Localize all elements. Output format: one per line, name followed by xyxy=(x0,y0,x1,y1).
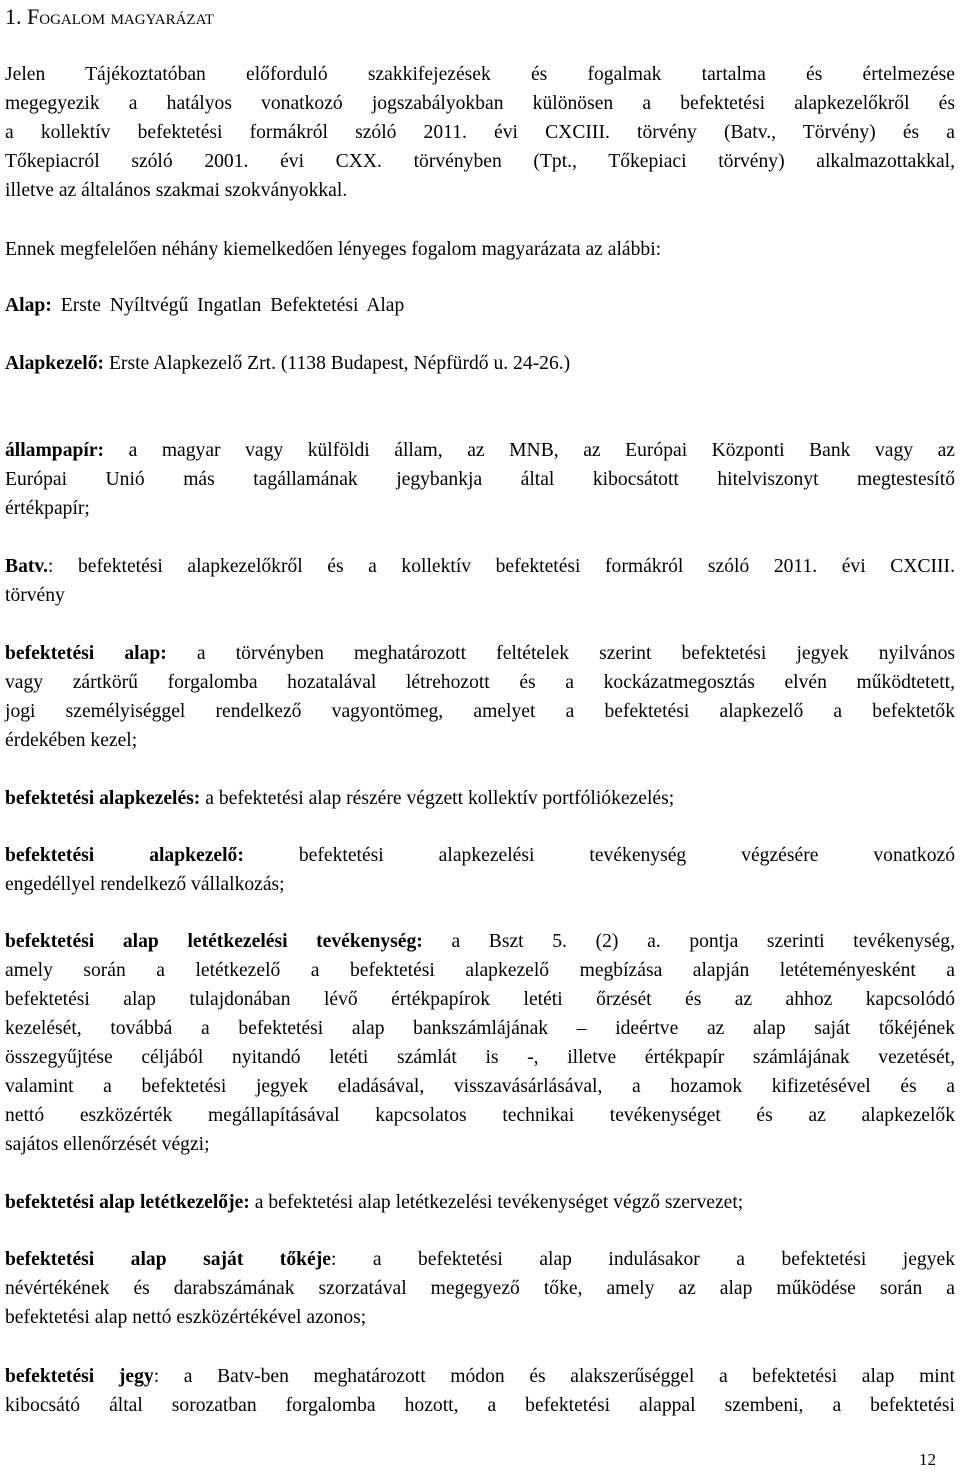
definition-term: Batv. xyxy=(5,556,49,577)
definition-term: befektetési alap letétkezelője: xyxy=(5,1192,250,1213)
section-title: Fogalom magyarázat xyxy=(27,4,214,29)
definition-letetkezelesi xyxy=(5,927,955,1159)
text-line: törvény xyxy=(5,585,65,606)
definition-alapkezelo xyxy=(5,841,955,899)
text-line: Jelen Tájékoztatóban előforduló szakkifejezések és fogalmak tartalma és értelmezése xyxy=(5,64,955,85)
definition-text: a törvényben meghatározott feltételek szerint befektetési jegyek nyilvános xyxy=(196,643,955,664)
text-line: névértékének és darabszámának szorzatával megegyező tőke, amely az alap működése során a xyxy=(5,1278,955,1299)
definition-alapkezeles xyxy=(5,784,955,813)
text-line xyxy=(5,927,955,956)
text-line: jogi személyiséggel rendelkező vagyontömeg, amelyet a befektetési alapkezelő a befektetők xyxy=(5,701,955,722)
definition-term: befektetési alapkezelés: xyxy=(5,788,201,809)
text-line: értékpapír; xyxy=(5,498,90,519)
text-line: vagy zártkörű forgalomba hozatalával létrehozott és a kockázatmegosztás elvén működtetett, xyxy=(5,672,955,693)
definition-text: a Bszt 5. (2) a. pontja szerinti tevékenység, xyxy=(451,931,955,952)
text-line: megegyezik a hatályos vonatkozó jogszabályokban különösen a befektetési alapkezelőkről és xyxy=(5,93,955,114)
definition-allampapir xyxy=(5,436,955,523)
text-line xyxy=(5,841,955,870)
text-line: érdekében kezel; xyxy=(5,730,138,751)
fund-line xyxy=(5,291,955,320)
text-line: kezelését, továbbá a befektetési alap bankszámlájának – ideértve az alap saját tőkéjének xyxy=(5,1018,955,1039)
definition-text: a befektetési alap részére végzett kollektív portfóliókezelés; xyxy=(205,788,675,809)
text-line: nettó eszközérték megállapításával kapcsolatos technikai tevékenységet és az alapkezelők xyxy=(5,1105,955,1126)
text-line: befektetési alap nettó eszközértékével azonos; xyxy=(5,1307,367,1328)
definition-text: befektetési alapkezelési tevékenység végzésére vonatkozó xyxy=(298,845,956,866)
text-line: a kollektív befektetési formákról szóló 2011. évi CXCIII. törvény (Batv., Törvény) és a xyxy=(5,122,955,143)
section-heading xyxy=(5,3,214,31)
definition-term: befektetési alap saját tőkéje xyxy=(5,1249,331,1270)
definition-letetkezeloje xyxy=(5,1188,955,1217)
definition-befektetesi-alap xyxy=(5,639,955,755)
text-line xyxy=(5,639,955,668)
fund-manager-text: Erste Alapkezelő Zrt. (1138 Budapest, Népfürdő u. 24-26.) xyxy=(108,353,571,374)
text-line: illetve az általános szakmai szokványokkal. xyxy=(5,180,348,201)
text-line: sajátos ellenőrzését végzi; xyxy=(5,1134,210,1155)
definition-jegy xyxy=(5,1362,955,1420)
intro-paragraph xyxy=(5,60,955,205)
text-line: amely során a letétkezelő a befektetési alapkezelő megbízása alapján letéteményesként a xyxy=(5,960,955,981)
definition-text: : befektetési alapkezelőkről és a kollektív befektetési formákról szóló 2011. évi CXCIII. xyxy=(48,556,955,577)
text-line xyxy=(5,1362,955,1391)
text-line: összegyűjtése céljából nyitandó letéti számlát is -, illetve értékpapír számlájának vezetését, xyxy=(5,1047,955,1068)
section-number: 1. xyxy=(5,4,22,29)
fund-manager-term: Alapkezelő: xyxy=(5,353,105,374)
definition-text: : a Batv-ben meghatározott módon és alakszerűséggel a befektetési alap mint xyxy=(153,1366,955,1387)
definition-sajat-tokeje xyxy=(5,1245,955,1332)
text-line: engedéllyel rendelkező vállalkozás; xyxy=(5,874,285,895)
text-line xyxy=(5,1245,955,1274)
fund-manager-line xyxy=(5,349,955,378)
page-number: 12 xyxy=(919,1450,936,1469)
text-line xyxy=(5,436,955,465)
text-line: valamint a befektetési jegyek eladásával, visszavásárlásával, a hozamok kifizetésével és a xyxy=(5,1076,955,1097)
definition-text: : a befektetési alap indulásakor a befektetési jegyek xyxy=(330,1249,955,1270)
text-line xyxy=(5,552,955,581)
fund-term: Alap: xyxy=(5,295,52,316)
definition-term: befektetési jegy xyxy=(5,1366,154,1387)
text-line: Tőkepiacról szóló 2001. évi CXX. törvényben (Tpt., Tőkepiaci törvény) alkalmazottakkal, xyxy=(5,151,955,172)
text-line: kibocsátó által sorozatban forgalomba hozott, a befektetési alappal szembeni, a befektetési xyxy=(5,1395,955,1416)
definition-term: befektetési alapkezelő: xyxy=(5,845,244,866)
definition-text: a befektetési alap letétkezelési tevékenységet végző szervezet; xyxy=(254,1192,744,1213)
definition-text: a magyar vagy külföldi állam, az MNB, az Európai Központi Bank vagy az xyxy=(128,440,955,461)
text-line: Európai Unió más tagállamának jegybankja által kibocsátott hitelviszonyt megtestesítő xyxy=(5,469,955,490)
definition-term: befektetési alap: xyxy=(5,643,167,664)
definition-term: állampapír: xyxy=(5,440,105,461)
definition-batv xyxy=(5,552,955,610)
definition-term: befektetési alap letétkezelési tevékenység: xyxy=(5,931,423,952)
intro-second-paragraph: Ennek megfelelően néhány kiemelkedően lényeges fogalom magyarázata az alábbi: xyxy=(5,239,662,260)
text-line: befektetési alap tulajdonában lévő értékpapírok letéti őrzését és az ahhoz kapcsolódó xyxy=(5,989,955,1010)
fund-text: Erste Nyíltvégű Ingatlan Befektetési Alap xyxy=(60,295,405,316)
